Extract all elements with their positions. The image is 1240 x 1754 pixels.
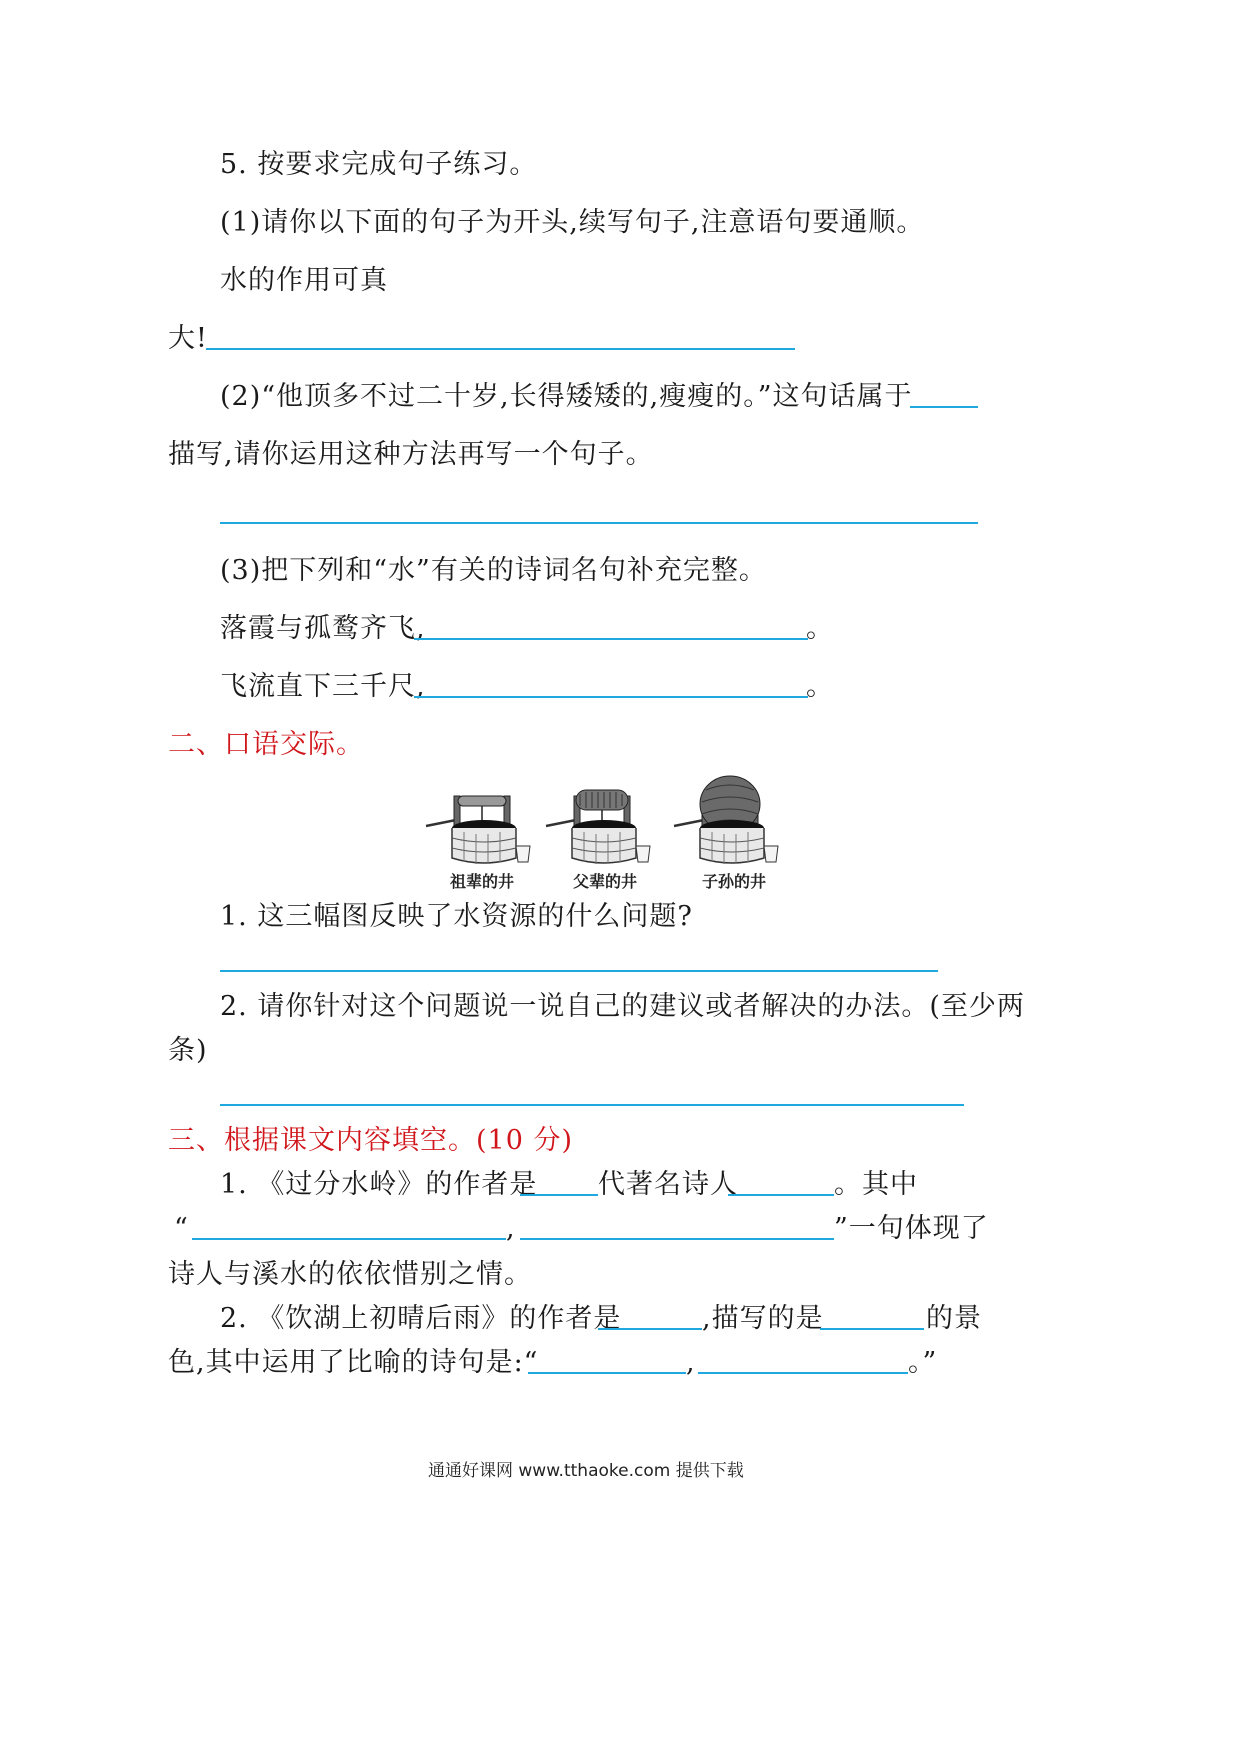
answer-blank[interactable] (820, 1328, 924, 1330)
q5-part3-prompt: (3)把下列和“水”有关的诗词名句补充完整。 (220, 555, 767, 586)
answer-blank[interactable] (220, 1104, 964, 1106)
period: 。 (806, 613, 834, 644)
q5-part1-prompt: (1)请你以下面的句子为开头,续写句子,注意语句要通顺。 (220, 207, 925, 238)
answer-blank[interactable] (220, 970, 938, 972)
answer-blank[interactable] (206, 348, 795, 350)
caption-ancestors-well: 祖辈的井 (450, 872, 515, 891)
section-2-heading: 二、口语交际。 (168, 729, 364, 760)
q5-part1-start-a: 水的作用可真 (220, 265, 388, 296)
answer-blank[interactable] (414, 638, 808, 640)
poem-line-1: 落霞与孤鹜齐飞, (220, 613, 426, 644)
poem-line-2: 飞流直下三千尺, (220, 671, 426, 702)
answer-blank[interactable] (910, 406, 978, 408)
period: 。 (806, 671, 834, 702)
caption-parents-well: 父辈的井 (573, 872, 638, 891)
answer-blank[interactable] (414, 696, 808, 698)
q5-part2-prompt: (2)“他顶多不过二十岁,长得矮矮的,瘦瘦的。”这句话属于 (220, 381, 913, 412)
section-3-q2-d: 色,其中运用了比喻的诗句是:“ (168, 1347, 539, 1378)
ancestors-well-illustration (424, 782, 534, 866)
q5-part2-continuation: 描写,请你运用这种方法再写一个句子。 (168, 439, 654, 470)
descendants-well-illustration (672, 774, 782, 866)
answer-blank[interactable] (520, 1238, 834, 1240)
section-3-q1-e: 诗人与溪水的依依惜别之情。 (168, 1259, 532, 1290)
footer-source: 通通好课网 www.tthaoke.com 提供下载 (428, 1461, 744, 1481)
q5-part1-start-b: 大! (168, 323, 208, 354)
section-3-q1-a: 1. 《过分水岭》的作者是 (220, 1169, 538, 1200)
open-quote: “ (174, 1213, 189, 1244)
caption-descendants-well: 子孙的井 (702, 872, 767, 891)
section-3-q2-c: 的景 (926, 1303, 982, 1334)
section-3-q2-a: 2. 《饮湖上初晴后雨》的作者是 (220, 1303, 622, 1334)
section-3-q1-b: 代著名诗人 (598, 1169, 738, 1200)
answer-blank[interactable] (698, 1372, 908, 1374)
answer-blank[interactable] (528, 1372, 686, 1374)
section-3-q2-b: ,描写的是 (702, 1303, 824, 1334)
section-2-q2-a: 2. 请你针对这个问题说一说自己的建议或者解决的办法。(至少两 (220, 991, 1025, 1022)
section-2-q2-b: 条) (168, 1035, 208, 1066)
parents-well-illustration (544, 782, 654, 866)
answer-blank[interactable] (728, 1194, 834, 1196)
comma: , (686, 1347, 696, 1378)
section-3-heading: 三、根据课文内容填空。(10 分) (168, 1125, 574, 1156)
answer-blank[interactable] (598, 1328, 702, 1330)
section-3-q1-c: 。其中 (834, 1169, 918, 1200)
answer-blank[interactable] (192, 1238, 506, 1240)
section-2-q1: 1. 这三幅图反映了水资源的什么问题? (220, 901, 693, 932)
answer-blank[interactable] (220, 522, 978, 524)
section-3-q1-d: ”一句体现了 (834, 1213, 989, 1244)
question-5-title: 5. 按要求完成句子练习。 (220, 149, 538, 180)
answer-blank[interactable] (520, 1194, 598, 1196)
closing-quote: 。” (908, 1347, 938, 1378)
comma: , (506, 1213, 516, 1244)
